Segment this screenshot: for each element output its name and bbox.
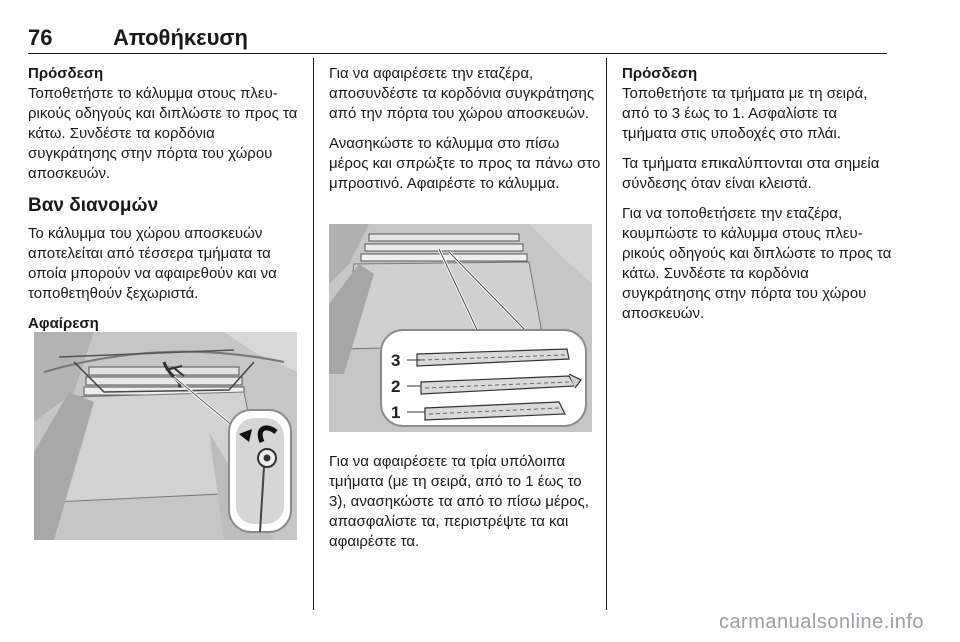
text-van: Το κάλυμμα του χώρου αποσκευών αποτελείται από τέσσερα τμήματα τα οποία μπορούν να αφαιρεθούν και να τοποθετηθούν ξεχωριστά. (28, 225, 277, 302)
text-install-left: Τοποθετήστε το κάλυμμα στους πλευρικούς οδηγούς και διπλώστε το προς τα κάτω. Συνδέστε τα κορδόνια συγκράτησης στην πόρτα του χώρου αποσκευών. (28, 85, 298, 182)
text-remaining: Για να αφαιρέσετε τα τρία υπόλοιπα τμήματα (με τη σειρά, από το 1 έως το 3), ανασηκώστε τα από το πίσω μέρος, απασφαλίστε τα, περιστρέψτε τα και αφαιρέστε τα. (329, 453, 589, 550)
segment-label-3: 3 (391, 351, 401, 370)
text-remove-shelf: Για να αφαιρέσετε την εταζέρα, αποσυνδέστε τα κορδόνια συγκράτησης από την πόρτα του χώρου αποσκευών. (329, 65, 595, 122)
heading-install-right: Πρόσδεση (622, 65, 698, 82)
heading-remove: Αφαίρεση (28, 315, 99, 332)
watermark: carmanualsonline.info (718, 611, 924, 633)
column-divider-left (313, 58, 314, 610)
middle-column (329, 64, 601, 204)
cargo-cover-illustration (34, 332, 297, 540)
right-column (622, 64, 894, 334)
header-rule (28, 53, 887, 54)
segment-label-2: 2 (391, 377, 401, 396)
text-lift: Ανασηκώστε το κάλυμμα στο πίσω μέρος και σπρώξτε το προς τα πάνω στο μπροστινό. Αφαιρέστε το κάλυμμα. (329, 135, 601, 192)
text-fit: Για να τοποθετήσετε την εταζέρα, κουμπώστε το κάλυμμα στους πλευρικούς οδηγούς και διπλώστε το προς τα κάτω. Συνδέστε τα κορδόνια συγκράτησης στην πόρτα του χώρου αποσκευών. (622, 205, 892, 322)
heading-install-left: Πρόσδεση (28, 65, 104, 82)
column-divider-right (606, 58, 607, 610)
left-column (28, 64, 300, 346)
heading-van: Βαν διανομών (28, 195, 159, 216)
text-hooked: Τα τμήματα επικαλύπτονται στα σημεία σύνδεσης όταν είναι κλειστά. (622, 155, 880, 192)
section-title: Αποθήκευση (113, 25, 248, 50)
segment-label-1: 1 (391, 403, 401, 422)
middle-column-lower (329, 452, 601, 562)
cover-segments-illustration (329, 224, 592, 432)
page-number: 76 (28, 25, 53, 50)
text-order: Τοποθετήστε τα τμήματα με τη σειρά, από το 3 έως το 1. Ασφαλίστε τα τμήματα στις υποδοχές στο πλάι. (622, 85, 868, 142)
